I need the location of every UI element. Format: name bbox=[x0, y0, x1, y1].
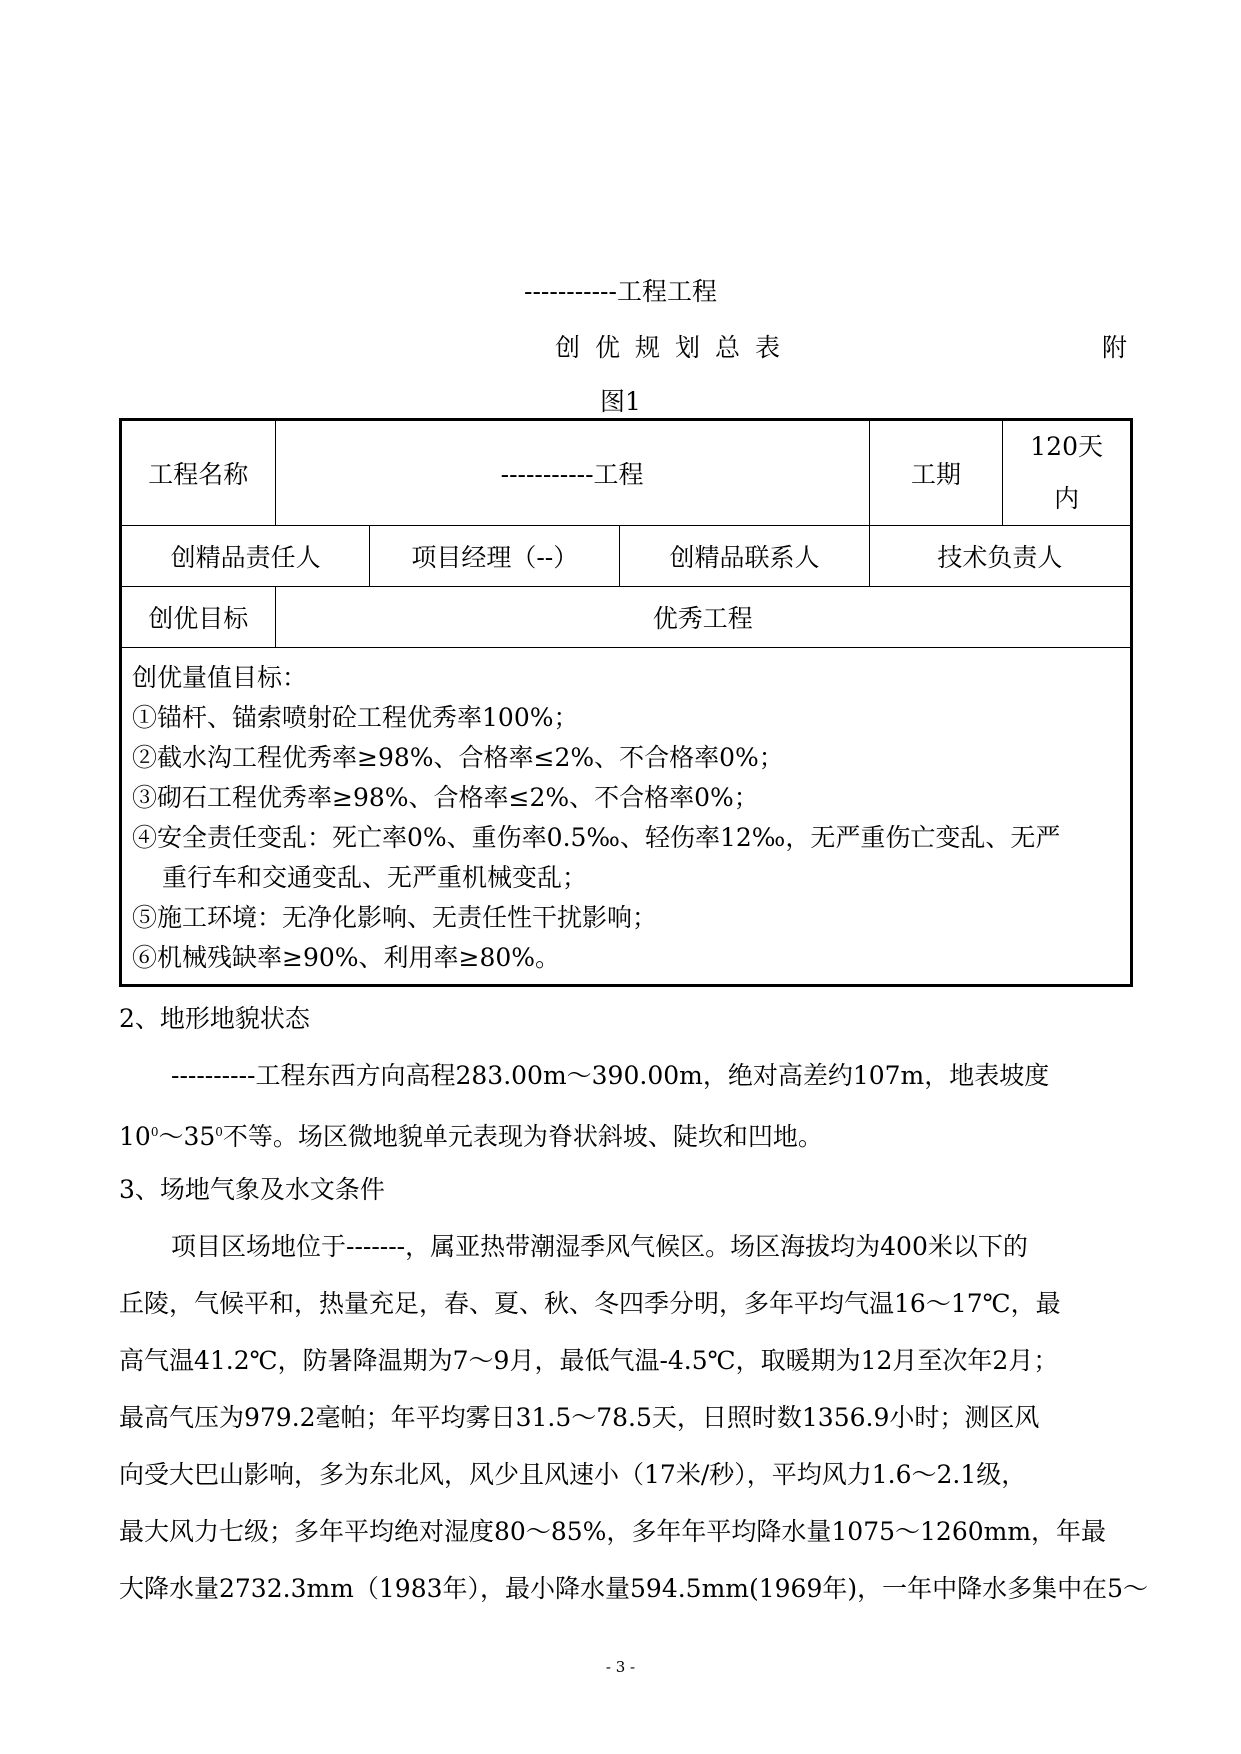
goal-item: ④安全责任变乱：死亡率0%、重伤率0.5‰、轻伤率12‰，无严重伤亡变乱、无严 bbox=[132, 823, 1061, 852]
figure-label: 图1 bbox=[600, 387, 641, 416]
paragraph-line: 向受大巴山影响，多为东北风，风少且风速小（17米/秒），平均风力1.6～2.1级， bbox=[119, 1460, 1027, 1489]
section2-heading: 2、地形地貌状态 bbox=[119, 1004, 310, 1033]
quality-goals-cell bbox=[121, 648, 1132, 986]
goal-value: 优秀工程 bbox=[275, 587, 1131, 648]
paragraph-line: 项目区场地位于-------，属亚热带潮湿季风气候区。场区海拔均为400米以下的 bbox=[171, 1232, 1028, 1261]
project-name-label: 工程名称 bbox=[121, 420, 276, 526]
goal-item: ①锚杆、锚索喷射砼工程优秀率100%； bbox=[132, 703, 579, 732]
period-value bbox=[1003, 420, 1132, 526]
section3-paragraph bbox=[119, 1218, 1149, 1617]
period-value-line1: 120天 bbox=[1030, 432, 1103, 461]
degree-mark: 0 bbox=[150, 1125, 159, 1139]
quality-contact-label: 创精品联系人 bbox=[620, 526, 869, 587]
goal-item: ②截水沟工程优秀率≥98%、合格率≤2%、不合格率0%； bbox=[132, 743, 784, 772]
goal-item: ⑥机械残缺率≥90%、利用率≥80%。 bbox=[132, 943, 561, 972]
paragraph-line: 最高气压为979.2毫帕；年平均雾日31.5～78.5天，日照时数1356.9小时；测区风 bbox=[119, 1403, 1040, 1432]
paragraph-line: 大降水量2732.3mm（1983年），最小降水量594.5mm(1969年)，一年中降水多集中在5～ bbox=[119, 1574, 1149, 1603]
goal-item: ⑤施工环境：无净化影响、无责任性干扰影响； bbox=[132, 903, 658, 932]
slope-max: ～35 bbox=[158, 1122, 216, 1151]
goal-label: 创优目标 bbox=[121, 587, 276, 648]
degree-mark: 0 bbox=[215, 1125, 223, 1139]
paragraph-line: 高气温41.2℃，防暑降温期为7～9月，最低气温-4.5℃，取暖期为12月至次年2月； bbox=[119, 1346, 1059, 1375]
paragraph-line: ----------工程东西方向高程283.00m～390.00m，绝对高差约107m，地表坡度 bbox=[171, 1061, 1050, 1090]
goal-item: ③砌石工程优秀率≥98%、合格率≤2%、不合格率0%； bbox=[132, 783, 759, 812]
slope-min: 10 bbox=[119, 1122, 151, 1151]
paragraph-line bbox=[119, 1104, 1129, 1165]
paragraph-line: 最大风力七级；多年平均绝对湿度80～85%，多年年平均降水量1075～1260mm，年最 bbox=[119, 1517, 1107, 1546]
paragraph-line-rest: 不等。场区微地貌单元表现为脊状斜坡、陡坎和凹地。 bbox=[222, 1122, 823, 1151]
section2-paragraph bbox=[119, 1047, 1129, 1165]
goal-item-continued: 重行车和交通变乱、无严重机械变乱； bbox=[162, 863, 588, 892]
quality-owner-label: 创精品责任人 bbox=[121, 526, 370, 587]
period-label: 工期 bbox=[869, 420, 1003, 526]
project-name-value: -----------工程 bbox=[275, 420, 869, 526]
tech-lead-label: 技术负责人 bbox=[869, 526, 1131, 587]
page-number: - 3 - bbox=[605, 1658, 636, 1676]
period-value-line2: 内 bbox=[1054, 484, 1080, 513]
section3-heading: 3、场地气象及水文条件 bbox=[119, 1175, 385, 1204]
document-title: -----------工程工程 bbox=[524, 277, 717, 306]
goals-heading: 创优量值目标： bbox=[132, 663, 308, 692]
appendix-label: 附 bbox=[1102, 333, 1128, 362]
document-subtitle: 创优规划总表 bbox=[555, 333, 796, 362]
plan-table bbox=[119, 418, 1133, 987]
paragraph-line: 丘陵，气候平和，热量充足，春、夏、秋、冬四季分明，多年平均气温16～17℃，最 bbox=[119, 1289, 1061, 1318]
project-manager-label: 项目经理（--） bbox=[370, 526, 620, 587]
